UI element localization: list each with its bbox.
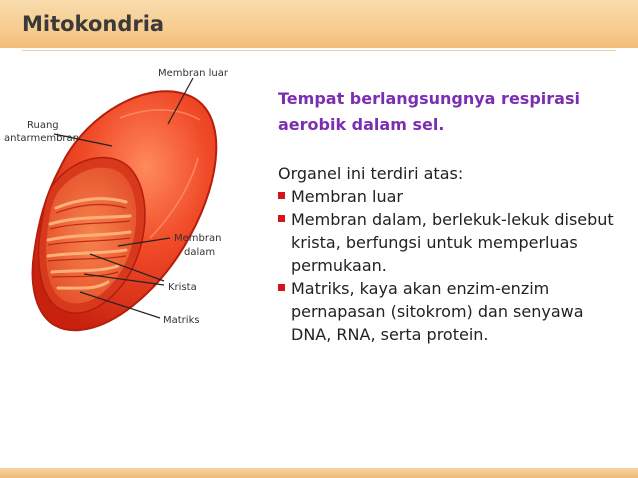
label-intermembrane-line1: Ruang bbox=[27, 120, 59, 131]
list-item bbox=[278, 185, 628, 208]
title-divider bbox=[22, 50, 616, 51]
square-bullet-icon bbox=[278, 215, 285, 222]
list-item bbox=[278, 277, 628, 346]
point-text: Matriks, kaya akan enzim-enzim pernapasan (sitokrom) dan senyawa DNA, RNA, serta protein. bbox=[291, 279, 584, 344]
square-bullet-icon bbox=[278, 284, 285, 291]
label-intermembrane-line2: antarmembran bbox=[4, 133, 80, 144]
mitochondria-illustration bbox=[0, 58, 262, 348]
highlight-line1: Tempat berlangsungnya respirasi bbox=[278, 89, 580, 108]
list-item bbox=[278, 208, 628, 277]
label-outer-membrane: Membran luar bbox=[158, 68, 228, 79]
point-text: Membran luar bbox=[291, 187, 403, 206]
intro-text: Organel ini terdiri atas: bbox=[278, 164, 464, 183]
label-inner-membrane-line1: Membran bbox=[174, 233, 222, 244]
point-text: Membran dalam, berlekuk-lekuk disebut krista, berfungsi untuk memperluas permukaan. bbox=[291, 210, 614, 275]
title-bar bbox=[0, 0, 638, 48]
square-bullet-icon bbox=[278, 192, 285, 199]
point-list bbox=[278, 185, 628, 346]
highlight-line2: aerobik dalam sel. bbox=[278, 115, 445, 134]
mitochondria-diagram bbox=[0, 58, 262, 348]
label-cristae: Krista bbox=[168, 282, 197, 293]
bottom-bar bbox=[0, 468, 638, 478]
slide-title: Mitokondria bbox=[22, 12, 165, 36]
slide-content bbox=[278, 86, 628, 346]
highlight-text bbox=[278, 86, 628, 138]
label-matrix: Matriks bbox=[163, 315, 200, 326]
label-inner-membrane-line2: dalam bbox=[184, 247, 216, 258]
